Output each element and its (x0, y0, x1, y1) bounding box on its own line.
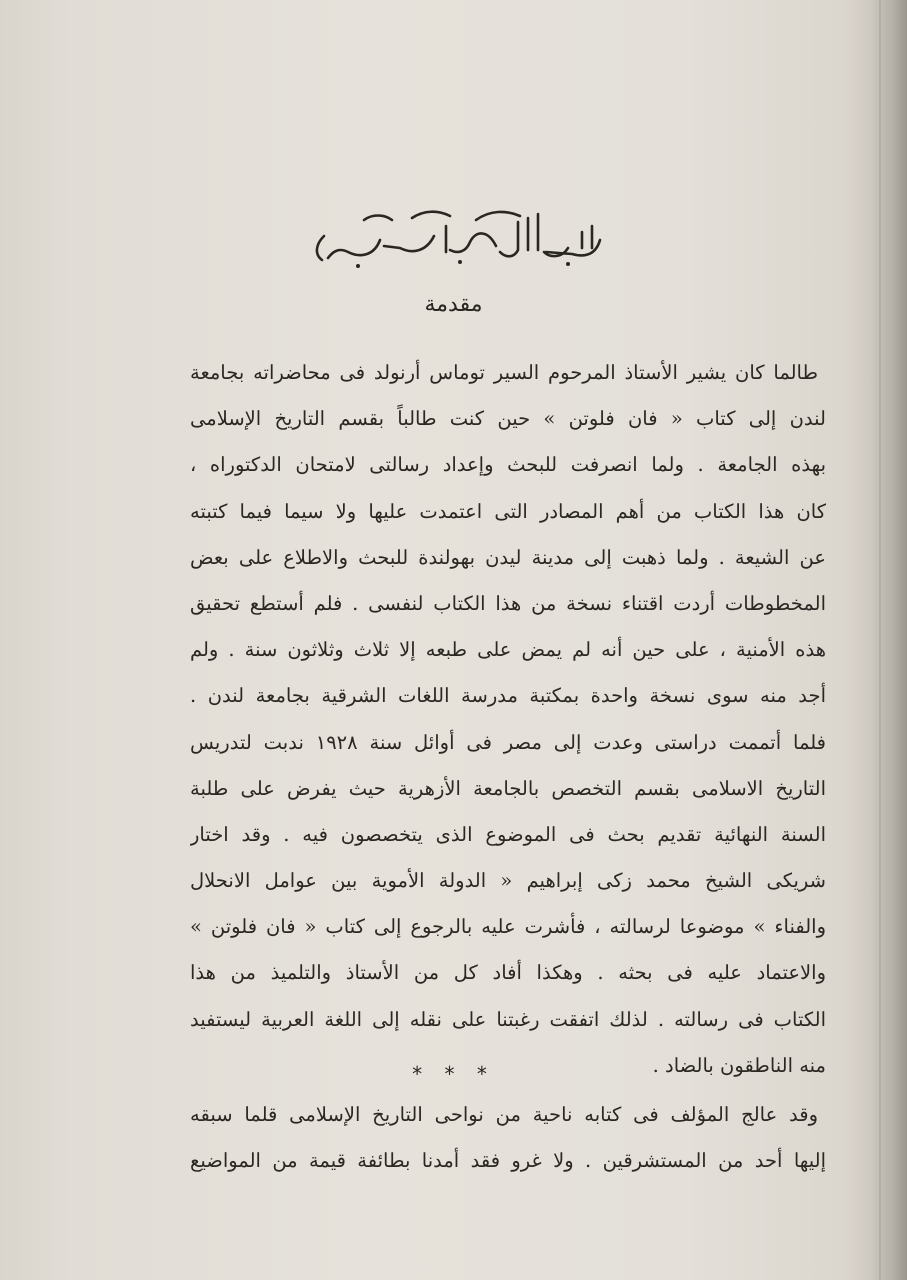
text-line: والفناء » موضوعا لرسالته ، فأشرت عليه بالرجوع إلى كتاب « فان فلوتن » (190, 915, 826, 939)
text-line: فلما أتممت دراستى وعدت إلى مصر فى أوائل سنة ١٩٢٨ ندبت لتدريس (190, 730, 826, 754)
text-line: منه الناطقون بالضاد . (652, 1053, 826, 1077)
section-separator: * * * (412, 1062, 495, 1086)
paragraph-main (190, 350, 826, 1089)
text-line: وقد عالج المؤلف فى كتابه ناحية من نواحى التاريخ الإسلامى قلما سبقه (190, 1103, 818, 1126)
text-line: كان هذا الكتاب من أهم المصادر التى اعتمدت عليها ولا سيما فيما كتبته (190, 499, 826, 523)
basmala-calligraphy (300, 196, 610, 274)
text-line: المخطوطات أردت اقتناء نسخة من هذا الكتاب لنفسى . فلم أستطع تحقيق (190, 591, 826, 615)
page-fold-line (879, 0, 881, 1280)
text-line: أجد منه سوى نسخة واحدة بمكتبة مدرسة اللغات الشرقية بجامعة لندن . (190, 684, 826, 708)
text-line: عن الشيعة . ولما ذهبت إلى مدينة ليدن بهولندة للبحث والاطلاع على بعض (190, 545, 826, 569)
text-line: لندن إلى كتاب « فان فلوتن » حين كنت طالباً بقسم التاريخ الإسلامى (190, 407, 826, 431)
text-line: بهذه الجامعة . ولما انصرفت للبحث وإعداد رسالتى لامتحان الدكتوراه ، (190, 453, 826, 477)
paragraph-second (190, 1092, 826, 1184)
text-line: السنة النهائية تقديم بحث فى الموضوع الذى يتخصصون فيه . وقد اختار (190, 822, 826, 846)
page-edge-shadow (869, 0, 907, 1280)
text-line: طالما كان يشير الأستاذ المرحوم السير توماس أرنولد فى محاضراته بجامعة (190, 361, 818, 384)
text-line: التاريخ الاسلامى بقسم التخصص بالجامعة الأزهرية حيث يفرض على طلبة (190, 776, 826, 800)
text-line: الكتاب فى رسالته . لذلك اتفقت رغبتنا على نقله إلى اللغة العربية ليستفيد (190, 1007, 826, 1031)
text-line: شريكى الشيخ محمد زكى إبراهيم « الدولة الأموية بين عوامل الانحلال (190, 869, 826, 893)
introduction-heading: مقدمة (424, 292, 483, 317)
text-line: والاعتماد عليه فى بحثه . وهكذا أفاد كل من الأستاذ والتلميذ من هذا (190, 961, 826, 985)
basmala-calligraphy-drawing (300, 196, 610, 274)
text-line: إليها أحد من المستشرقين . ولا غرو فقد أمدنا بطائفة قيمة من المواضيع (190, 1149, 826, 1173)
text-line: هذه الأمنية ، على حين أنه لم يمض على طبعه إلا ثلاث وثلاثون سنة . ولم (190, 638, 826, 662)
